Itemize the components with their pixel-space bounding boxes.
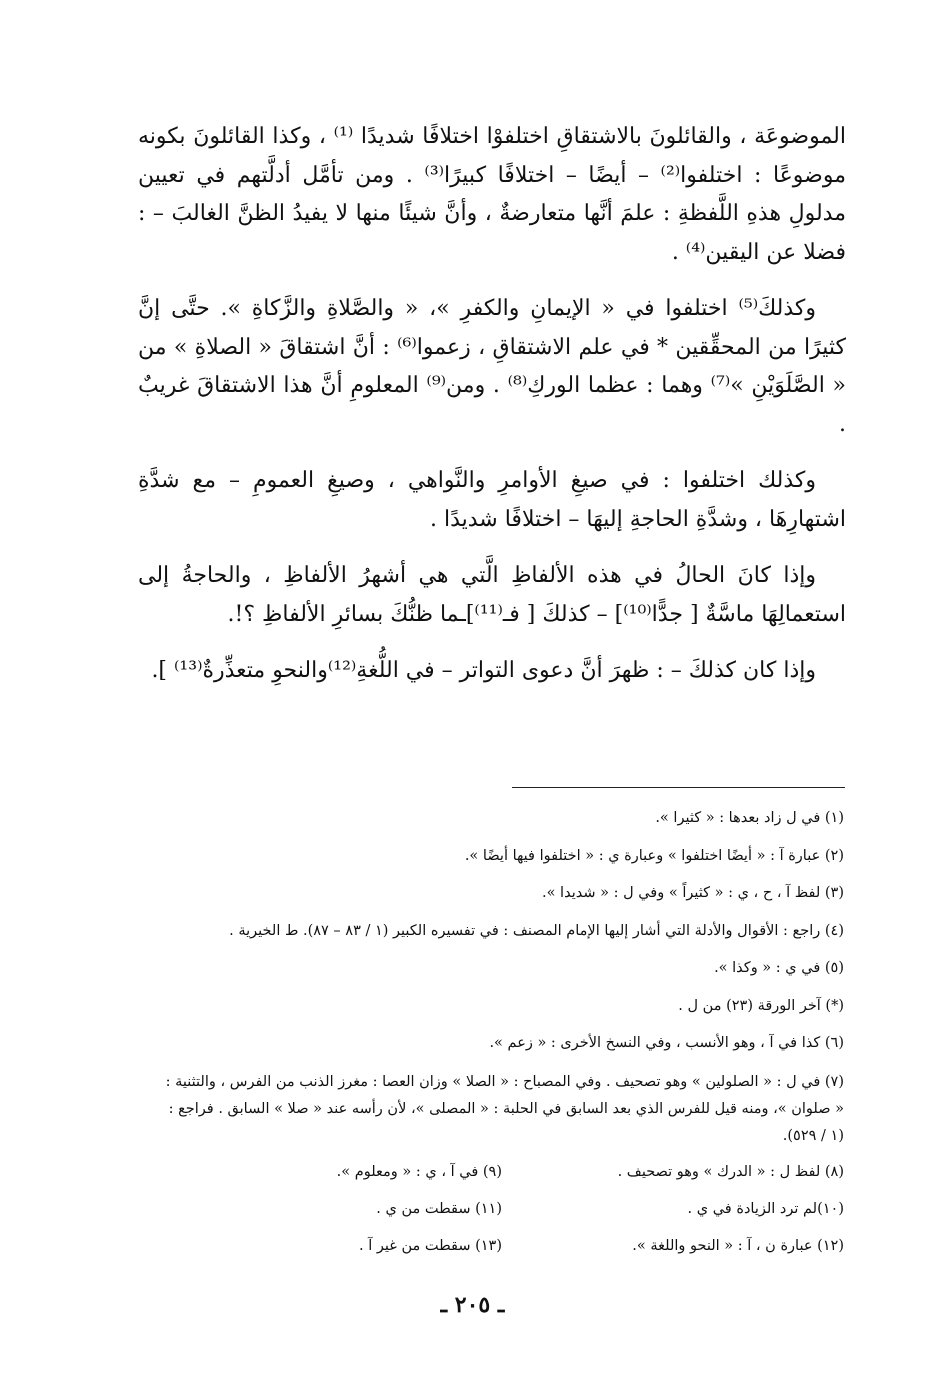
footnote-6: (٦) كذا في آ ، وهو الأنسب ، وفي النسخ الأخرى : « زعم ». (489, 1035, 844, 1051)
footnote-row-10-11 (160, 1191, 844, 1228)
footnote-3: (٣) لفظ آ ، ح ، ي : « كثيراً » وفي ل : « شديدا ». (541, 885, 844, 901)
footnote-star: (*) آخر الورقة (٢٣) من ل . (678, 997, 844, 1014)
footnote-4: (٤) راجع : الأقوال والأدلة التي أشار إليها الإمام المصنف : في تفسيره الكبير (١ / ٨٣ – ٨٧). ط الخيرية . (229, 922, 844, 939)
footnote-7: (٧) في ل : « الصلولين » وهو تصحيف . وفي المصباح : « الصلا » وزان العصا : مغرز الذنب من الفرس ، والتثنية : « صلوان »، ومنه قيل للفرس الذي بعد السابق في الحلبة : « المصلى »، لأن رأسه عند « صلا » السابق . فراجع : (١ / ٥٢٩). (165, 1073, 844, 1144)
paragraph-2: وكذلكَ⁽⁵⁾ اختلفوا في « الإيمانِ والكفرِ »، « والصَّلاةِ والزَّكاةِ ». حتَّى إنَّ كثيرًا من المحقِّقين * في علم الاشتقاقِ ، زعموا⁽⁶⁾ : أنَّ اشتقاقَ « الصلاةِ » من « الصَّلَوَيْنِ »⁽⁷⁾ وهما : عظما الوركِ⁽⁸⁾ . ومن⁽⁹⁾ المعلومِ أنَّ هذا الاشتقاقَ غريبٌ . (138, 296, 846, 437)
footnote-11: (١١) سقطت من ي . (376, 1200, 502, 1217)
footnote-row-12-13 (160, 1228, 844, 1265)
page-number: ـ ٢٠٥ ـ (440, 1292, 505, 1318)
footnote-8: (٨) لفظ ل : « الدرك » وهو تصحيف . (617, 1163, 844, 1180)
footnote-5: (٥) في ي : « وكذا ». (714, 960, 844, 976)
footnote-10: (١٠)لم ترد الزيادة في ي . (687, 1200, 844, 1217)
footnote-12: (١٢) عبارة ن ، آ : « النحو واللغة ». (632, 1237, 844, 1254)
footnote-row-8-9 (160, 1154, 844, 1191)
footnote-13: (١٣) سقطت من غير آ . (359, 1237, 502, 1254)
footnote-9: (٩) في آ ، ي : « ومعلوم ». (336, 1163, 502, 1180)
footnote-separator (512, 787, 845, 788)
footnote-2: (٢) عبارة آ : « أيضًا اختلفوا » وعبارة ي : « اختلفوا فيها أيضًا ». (464, 847, 844, 864)
footnotes (160, 800, 844, 1265)
paragraph-1: الموضوعَة ، والقائلونَ بالاشتقاقِ اختلفوْا اختلافًا شديدًا ⁽¹⁾ ، وكذا القائلونَ بكونه موضوعًا : اختلفوا⁽²⁾ – أيضًا – اختلافًا كبيرًا⁽³⁾ . ومن تأمَّل أدلَّتهم في تعيين مدلولِ هذهِ اللَّفظةِ : علمَ أنَّها متعارضةٌ ، وأنَّ شيئًا منها لا يفيدُ الظنَّ الغالبَ – : فضلا عن اليقين⁽⁴⁾ . (138, 124, 846, 265)
paragraph-4: وإذا كانَ الحالُ في هذه الألفاظِ الَّتي هي أشهرُ الألفاظِ ، والحاجةُ إلى استعمالِهَا ماسَّةٌ [ جدًّا⁽¹⁰⁾] – كذلكَ [ فـ⁽¹¹⁾]ـما ظنُّكَ بسائرِ الألفاظِ ؟!. (138, 563, 846, 627)
footnote-1: (١) في ل زاد بعدها : « كثيرا ». (655, 810, 844, 826)
paragraph-5: وإذا كان كذلكَ – : ظهرَ أنَّ دعوى التواتر – في اللُّغةِ⁽¹²⁾والنحوِ متعذِّرةٌ⁽¹³⁾ ]. (151, 658, 816, 683)
paragraph-3: وكذلك اختلفوا : في صيغِ الأوامرِ والنَّواهي ، وصيغِ العمومِ – مع شدَّةِ اشتهارِهَا ، وشدَّةِ الحاجةِ إليهَا – اختلافًا شديدًا . (138, 468, 846, 532)
main-text (138, 118, 846, 709)
